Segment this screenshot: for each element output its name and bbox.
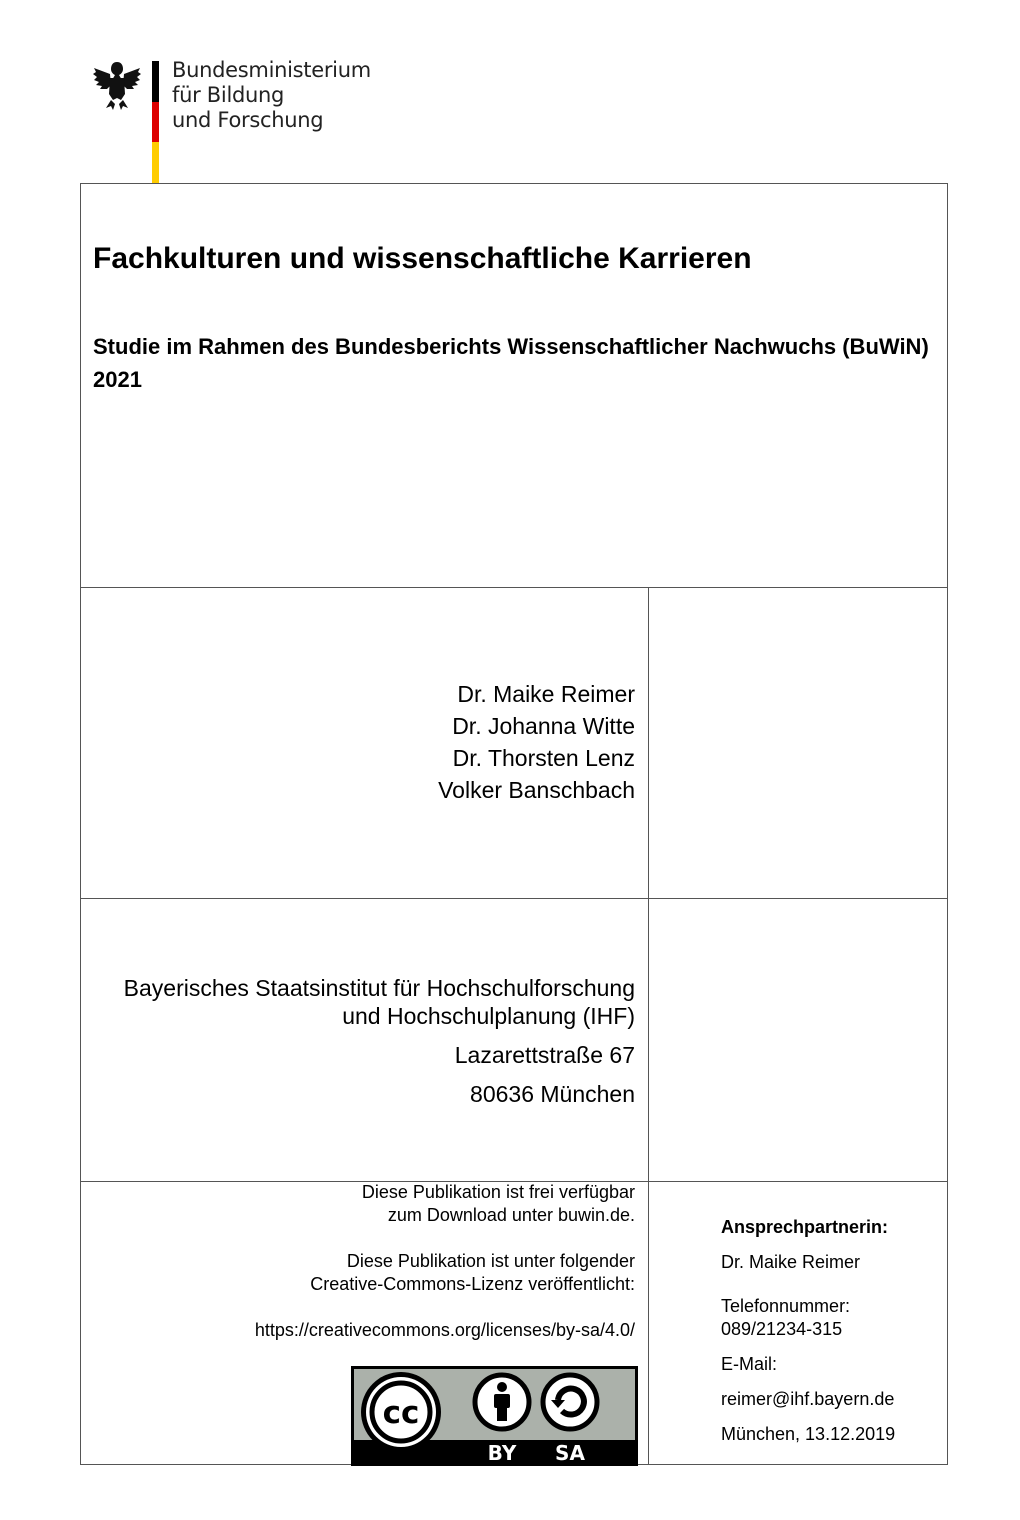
cc-by-label: BY [487,1441,517,1465]
author-name: Volker Banschbach [438,777,635,803]
institution-name: und Hochschulplanung (IHF) [342,1003,635,1029]
flag-stripe [152,61,159,183]
availability-line: Diese Publikation ist frei verfügbar [361,1182,635,1202]
contact-box [721,1216,895,1446]
institution-city: 80636 München [470,1081,635,1107]
institution-street: Lazarettstraße 67 [454,1042,635,1068]
cc-sa-label: SA [555,1441,585,1465]
document-title: Fachkulturen und wissenschaftliche Karrieren [93,242,752,275]
place-date: München, 13.12.2019 [721,1424,896,1444]
cc-by-sa-badge-icon[interactable] [351,1366,638,1466]
cover-frame [80,183,948,1465]
svg-text:cc: cc [382,1395,420,1431]
license-url[interactable]: https://creativecommons.org/licenses/by-sa/4.0/ [254,1320,635,1340]
author-name: Dr. Johanna Witte [452,713,635,739]
phone-label: Telefonnummer: [721,1296,851,1316]
email-address[interactable]: reimer@ihf.bayern.de [721,1389,895,1409]
divider [81,898,947,899]
publication-info [255,1181,635,1342]
license-line: Diese Publikation ist unter folgender [346,1251,635,1271]
federal-eagle-icon [92,58,142,110]
ministry-logo [92,56,412,186]
document-subtitle: Studie im Rahmen des Bundesberichts Wissenschaftlicher Nachwuchs (BuWiN) 2021 [93,334,929,392]
contact-name: Dr. Maike Reimer [721,1252,861,1272]
institution-address [124,974,635,1108]
phone-number: 089/21234-315 [721,1319,843,1339]
ministry-line: für Bildung [172,83,285,107]
author-name: Dr. Maike Reimer [457,681,635,707]
flag-gold [152,142,159,183]
institution-name: Bayerisches Staatsinstitut für Hochschulforschung [123,975,635,1001]
email-label: E-Mail: [721,1354,778,1374]
column-divider [648,587,649,1465]
ministry-line: und Forschung [172,108,324,132]
flag-red [152,102,159,143]
flag-black [152,61,159,102]
divider [81,587,947,588]
contact-heading: Ansprechpartnerin: [721,1217,889,1237]
author-list [438,678,635,806]
author-name: Dr. Thorsten Lenz [452,745,635,771]
availability-line: zum Download unter buwin.de. [387,1205,635,1225]
ministry-name [172,58,371,133]
ministry-line: Bundesministerium [172,58,371,82]
license-line: Creative-Commons-Lizenz veröffentlicht: [310,1274,635,1294]
